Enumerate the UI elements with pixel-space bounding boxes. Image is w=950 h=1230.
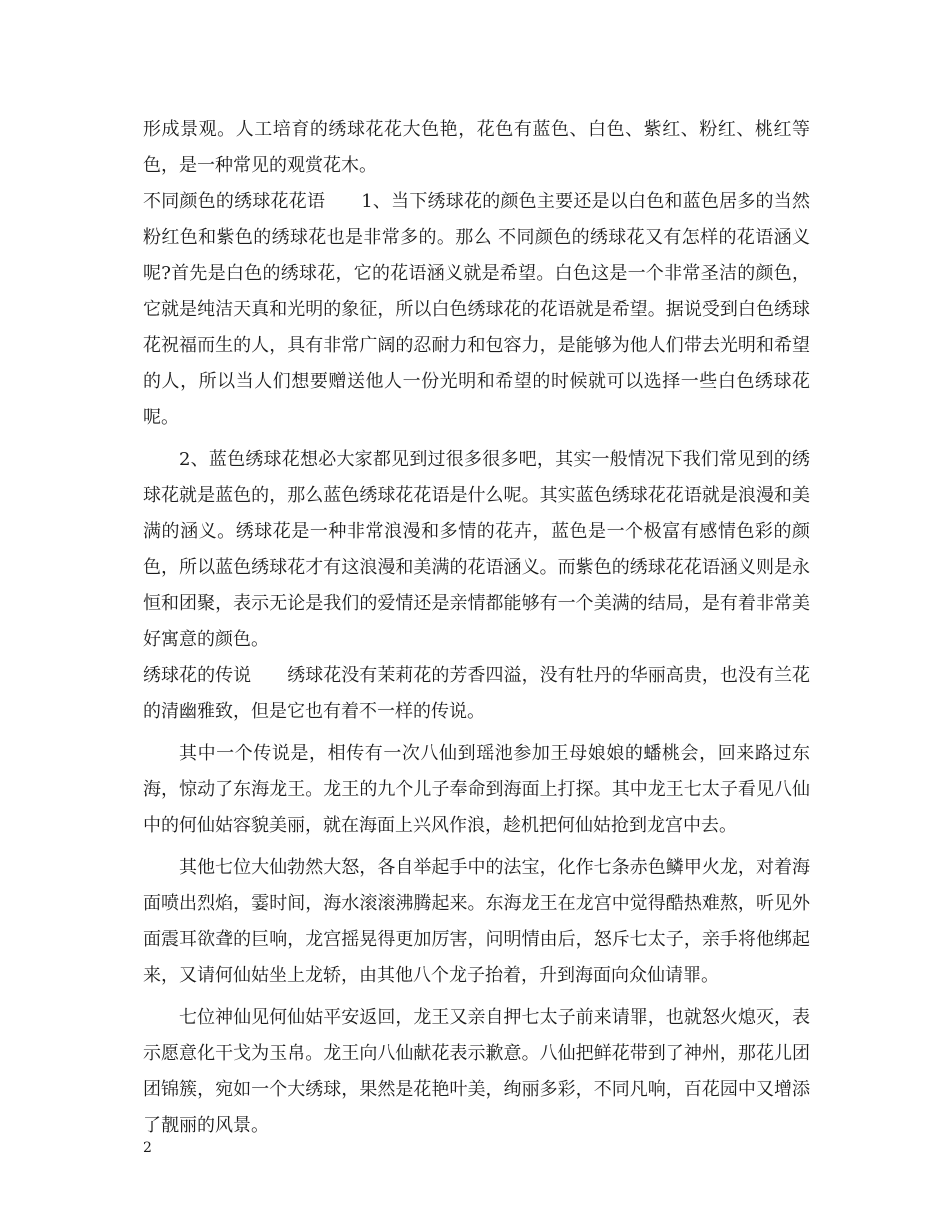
section-heading-flower-language: 不同颜色的绣球花花语 (143, 191, 326, 212)
paragraph-text: 绣球花没有茉莉花的芳香四溢，没有牡丹的华丽高贵，也没有兰花的清幽雅致，但是它也有着不一样的传说。 (143, 665, 811, 722)
paragraph-legend-part-2 (143, 850, 810, 994)
paragraph-legend-part-1 (143, 736, 810, 844)
paragraph-legend-intro (143, 658, 810, 730)
paragraph-intro-continued (143, 112, 810, 184)
page-number: 2 (143, 1140, 152, 1156)
section-heading-legend: 绣球花的传说 (143, 665, 252, 686)
paragraph-text: 七位神仙见何仙姑平安返回，龙王又亲自押七太子前来请罪，也就怒火熄灭，表示愿意化干戈为玉帛。龙王向八仙献花表示歉意。八仙把鲜花带到了神州，那花儿团团锦簇，宛如一个大绣球，果然是花艳叶美，绚丽多彩，不同凡响，百花园中又增添了靓丽的风景。 (143, 1007, 810, 1136)
paragraph-text: 2、蓝色绣球花想必大家都见到过很多很多吧，其实一般情况下我们常见到的绣球花就是蓝色的，那么蓝色绣球花花语是什么呢。其实蓝色绣球花花语就是浪漫和美满的涵义。绣球花是一种非常浪漫和多情的花卉，蓝色是一个极富有感情色彩的颜色，所以蓝色绣球花才有这浪漫和美满的花语涵义。而紫色的绣球花花语涵义则是永恒和团聚，表示无论是我们的爱情还是亲情都能够有一个美满的结局，是有着非常美好寓意的颜色。 (143, 449, 810, 650)
paragraph-text: 其他七位大仙勃然大怒，各自举起手中的法宝，化作七条赤色鳞甲火龙，对着海面喷出烈焰，霎时间，海水滚滚沸腾起来。东海龙王在龙宫中觉得酷热难熬，听见外面震耳欲聋的巨响，龙宫摇晃得更加厉害，问明情由后，怒斥七太子，亲手将他绑起来，又请何仙姑坐上龙轿，由其他八个龙子抬着，升到海面向众仙请罪。 (143, 857, 810, 986)
document-body (143, 112, 810, 1144)
paragraph-flower-language-white (143, 184, 810, 436)
paragraph-text: 1、当下绣球花的颜色主要还是以白色和蓝色居多的当然粉红色和紫色的绣球花也是非常多的。那么 不同颜色的绣球花又有怎样的花语涵义呢?首先是白色的绣球花，它的花语涵义就是希望。白色这是一个非常圣洁的颜色，它就是纯洁天真和光明的象征，所以白色绣球花的花语就是希望。据说受到白色绣球花祝福而生的人，具有非常广阔的忍耐力和包容力，是能够为他人们带去光明和希望的人，所以当人们想要赠送他人一份光明和希望的时候就可以选择一些白色绣球花呢。 (143, 191, 810, 428)
paragraph-legend-part-3 (143, 1000, 810, 1144)
paragraph-flower-language-blue (143, 442, 810, 658)
paragraph-text: 其中一个传说是，相传有一次八仙到瑶池参加王母娘娘的蟠桃会，回来路过东海，惊动了东海龙王。龙王的九个儿子奉命到海面上打探。其中龙王七太子看见八仙中的何仙姑容貌美丽，就在海面上兴风作浪，趁机把何仙姑抢到龙宫中去。 (143, 743, 810, 836)
paragraph-text: 形成景观。人工培育的绣球花花大色艳，花色有蓝色、白色、紫红、粉红、桃红等色，是一种常见的观赏花木。 (143, 119, 810, 176)
